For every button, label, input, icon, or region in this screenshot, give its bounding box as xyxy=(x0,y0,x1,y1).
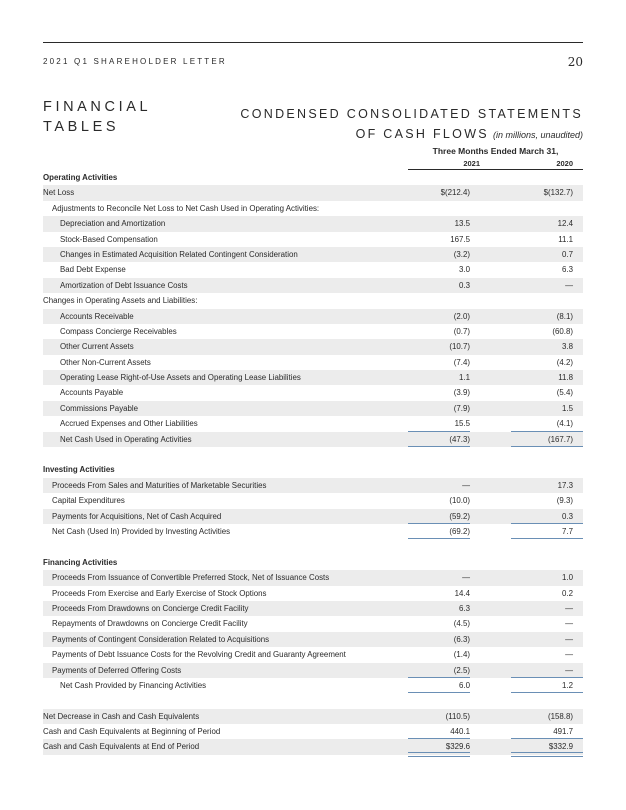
row-label: Payments of Debt Issuance Costs for the Revolving Credit and Guaranty Agreement xyxy=(52,650,346,660)
value-2021: (7.9) xyxy=(453,403,470,413)
row-label: Cash and Cash Equivalents at End of Period xyxy=(43,742,200,752)
section-title-line-1: FINANCIAL xyxy=(43,99,152,115)
value-2021: (3.9) xyxy=(453,388,470,398)
value-2020: (9.3) xyxy=(556,496,573,506)
value-2021: (2.5) xyxy=(453,665,470,675)
value-2020: 0.3 xyxy=(562,511,573,521)
value-2020: — xyxy=(565,603,573,613)
row-label: Net Decrease in Cash and Cash Equivalents xyxy=(43,711,200,721)
row-label: Investing Activities xyxy=(43,465,115,475)
row-label: Net Cash Used in Operating Activities xyxy=(60,434,192,444)
value-2020: (60.8) xyxy=(552,326,573,336)
value-2021: (0.7) xyxy=(453,326,470,336)
row-label: Operating Lease Right-of-Use Assets and Operating Lease Liabilities xyxy=(60,373,301,383)
row-label: Payments of Contingent Consideration Related to Acquisitions xyxy=(52,634,270,644)
table-row xyxy=(43,416,583,431)
value-2020: 6.3 xyxy=(562,265,573,275)
row-label: Net Loss xyxy=(43,188,75,198)
table-row xyxy=(43,201,583,216)
value-2020: — xyxy=(565,650,573,660)
value-2021: (47.3) xyxy=(449,434,470,444)
value-2021: 440.1 xyxy=(450,727,470,737)
value-2020: (4.1) xyxy=(556,419,573,429)
row-label: Adjustments to Reconcile Net Loss to Net Cash Used in Operating Activities: xyxy=(52,203,320,213)
value-2020: (167.7) xyxy=(547,434,573,444)
year-2021-header: 2021 xyxy=(463,159,480,168)
row-label: Bad Debt Expense xyxy=(60,265,126,275)
row-label: Proceeds From Drawdowns on Concierge Credit Facility xyxy=(52,603,249,613)
value-2021: 15.5 xyxy=(454,419,470,429)
value-2020: — xyxy=(565,619,573,629)
value-2020: 3.8 xyxy=(562,342,573,352)
value-2021: 0.3 xyxy=(459,280,470,290)
row-label: Operating Activities xyxy=(43,173,118,182)
table-row xyxy=(43,401,583,416)
row-label: Net Cash Provided by Financing Activities xyxy=(60,680,207,690)
table-row xyxy=(43,262,583,277)
total-rule-2021 xyxy=(408,752,470,757)
row-label: Other Non-Current Assets xyxy=(60,357,151,367)
value-2020: (5.4) xyxy=(556,388,573,398)
statement-qualifier: (in millions, unaudited) xyxy=(492,130,583,140)
value-2021: 167.5 xyxy=(450,234,470,244)
value-2021: (110.5) xyxy=(445,711,470,721)
table-row xyxy=(43,247,583,262)
table-row xyxy=(43,216,583,231)
value-2021: $(212.4) xyxy=(440,188,470,198)
row-label: Amortization of Debt Issuance Costs xyxy=(60,280,188,290)
row-label: Net Cash (Used In) Provided by Investing Activities xyxy=(52,526,231,536)
statement-title-line-2: OF CASH FLOWS xyxy=(355,127,489,141)
row-label: Stock-Based Compensation xyxy=(60,234,158,244)
row-label: Accounts Payable xyxy=(60,388,124,398)
value-2021: (10.0) xyxy=(449,496,470,506)
value-2020: — xyxy=(565,665,573,675)
header-rule xyxy=(43,42,583,43)
table-row xyxy=(43,355,583,370)
table-row xyxy=(43,663,583,678)
cash-flow-table xyxy=(43,170,583,755)
value-2021: $329.6 xyxy=(445,742,470,752)
spacer-row xyxy=(43,539,583,554)
table-row xyxy=(43,309,583,324)
page-number: 20 xyxy=(567,55,583,69)
value-2021: 6.3 xyxy=(459,603,470,613)
value-2020: 0.2 xyxy=(562,588,573,598)
table-row xyxy=(43,601,583,616)
row-label: Proceeds From Sales and Maturities of Marketable Securities xyxy=(52,480,267,490)
table-row xyxy=(43,293,583,308)
value-2021: — xyxy=(462,480,470,490)
row-label: Changes in Operating Assets and Liabilities: xyxy=(43,296,198,306)
value-2021: (2.0) xyxy=(453,311,470,321)
table-row xyxy=(43,324,583,339)
row-label: Proceeds From Issuance of Convertible Preferred Stock, Net of Issuance Costs xyxy=(52,573,330,583)
value-2021: (1.4) xyxy=(453,650,470,660)
table-row xyxy=(43,432,583,447)
table-row xyxy=(43,385,583,400)
value-2021: (69.2) xyxy=(449,526,470,536)
section-heading-row xyxy=(43,555,583,570)
value-2020: 1.2 xyxy=(562,680,573,690)
value-2021: (4.5) xyxy=(453,619,470,629)
row-label: Repayments of Drawdowns on Concierge Credit Facility xyxy=(52,619,248,629)
total-rule-2020 xyxy=(511,752,583,757)
row-label: Capital Expenditures xyxy=(52,496,125,506)
row-label: Payments for Acquisitions, Net of Cash Acquired xyxy=(52,511,222,521)
table-row xyxy=(43,570,583,585)
row-label: Proceeds From Exercise and Early Exercise of Stock Options xyxy=(52,588,267,598)
spacer-row xyxy=(43,447,583,462)
row-label: Accounts Receivable xyxy=(60,311,134,321)
value-2021: (7.4) xyxy=(453,357,470,367)
value-2020: 7.7 xyxy=(562,526,573,536)
spacer-row xyxy=(43,693,583,708)
table-row xyxy=(43,678,583,693)
table-row xyxy=(43,632,583,647)
value-2020: (4.2) xyxy=(556,357,573,367)
section-heading-row xyxy=(43,170,583,185)
year-2020-header: 2020 xyxy=(556,159,573,168)
row-label: Payments of Deferred Offering Costs xyxy=(52,665,182,675)
value-2021: (6.3) xyxy=(453,634,470,644)
table-row xyxy=(43,524,583,539)
row-label: Cash and Cash Equivalents at Beginning of Period xyxy=(43,727,221,737)
value-2020: 0.7 xyxy=(562,249,573,259)
value-2020: 11.8 xyxy=(558,373,573,383)
table-row xyxy=(43,709,583,724)
section-title-line-2: TABLES xyxy=(43,119,120,135)
table-row xyxy=(43,647,583,662)
value-2020: — xyxy=(565,634,573,644)
table-row xyxy=(43,339,583,354)
row-label: Compass Concierge Receivables xyxy=(60,326,177,336)
value-2020: 1.0 xyxy=(562,573,573,583)
table-row xyxy=(43,724,583,739)
table-row xyxy=(43,616,583,631)
value-2021: (10.7) xyxy=(449,342,470,352)
value-2021: 6.0 xyxy=(459,680,470,690)
table-row xyxy=(43,493,583,508)
section-title xyxy=(43,97,203,137)
value-2021: 3.0 xyxy=(459,265,470,275)
value-2021: 13.5 xyxy=(454,219,470,229)
value-2020: (158.8) xyxy=(547,711,573,721)
value-2021: — xyxy=(462,573,470,583)
table-row xyxy=(43,232,583,247)
row-label: Changes in Estimated Acquisition Related Contingent Consideration xyxy=(60,249,298,259)
section-heading-row xyxy=(43,462,583,477)
value-2020: $332.9 xyxy=(548,742,573,752)
value-2020: 12.4 xyxy=(557,219,573,229)
value-2021: 14.4 xyxy=(454,588,470,598)
table-row xyxy=(43,185,583,200)
row-label: Financing Activities xyxy=(43,557,118,567)
statement-title-line-1: CONDENSED CONSOLIDATED STATEMENTS xyxy=(240,107,583,121)
statement-title xyxy=(240,104,583,145)
value-2020: $(132.7) xyxy=(543,188,573,198)
value-2021: (59.2) xyxy=(449,511,470,521)
table-row xyxy=(43,370,583,385)
value-2020: (8.1) xyxy=(556,311,573,321)
value-2021: 1.1 xyxy=(459,373,470,383)
value-2020: — xyxy=(565,280,573,290)
table-row xyxy=(43,509,583,524)
document-header: 2021 Q1 SHAREHOLDER LETTER xyxy=(43,57,227,66)
table-row xyxy=(43,586,583,601)
period-header: Three Months Ended March 31, xyxy=(432,146,559,156)
value-2020: 491.7 xyxy=(553,727,573,737)
row-label: Commissions Payable xyxy=(60,403,139,413)
row-label: Depreciation and Amortization xyxy=(60,219,166,229)
row-label: Other Current Assets xyxy=(60,342,134,352)
value-2020: 17.3 xyxy=(557,480,573,490)
table-row xyxy=(43,478,583,493)
value-2020: 11.1 xyxy=(558,234,573,244)
table-row xyxy=(43,739,583,754)
table-row xyxy=(43,278,583,293)
row-label: Accrued Expenses and Other Liabilities xyxy=(60,419,198,429)
value-2020: 1.5 xyxy=(562,403,573,413)
value-2021: (3.2) xyxy=(453,249,470,259)
